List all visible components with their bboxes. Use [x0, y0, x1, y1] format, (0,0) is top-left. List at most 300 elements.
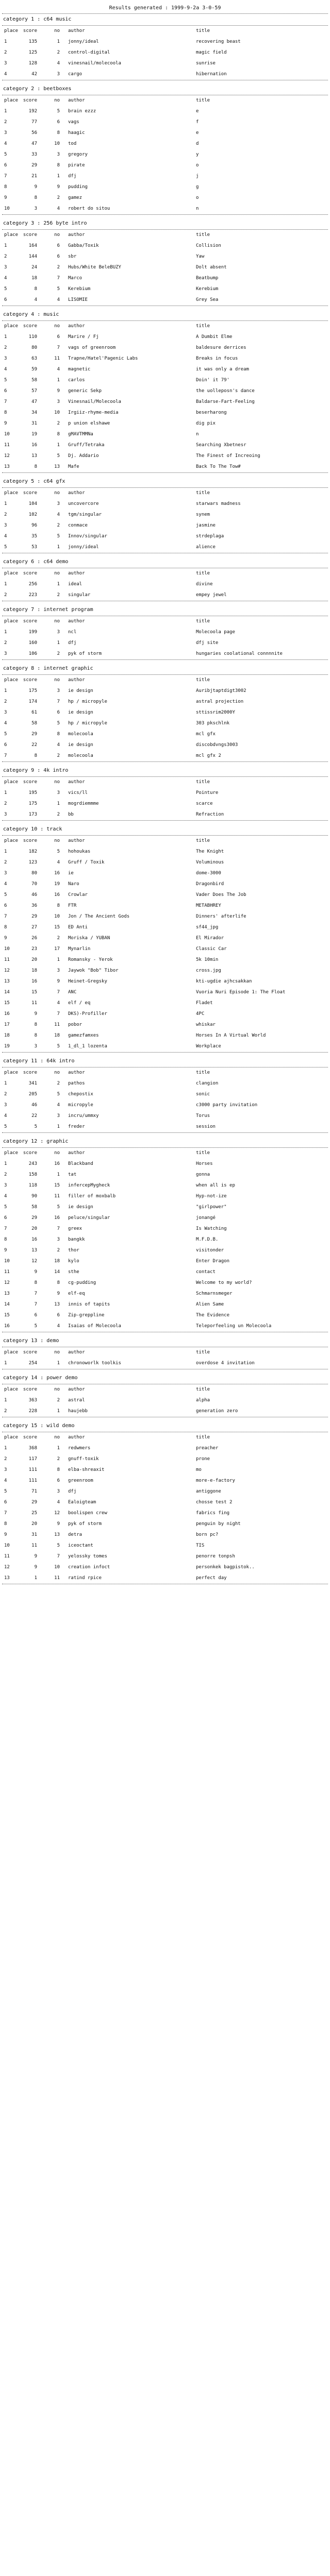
cell-author: Jaywok "Bob" Tibor — [68, 968, 119, 973]
column-header-author: author — [68, 571, 85, 576]
table-row — [0, 1245, 330, 1256]
cell-title: Auribjtaptdigt3002 — [196, 688, 246, 693]
cell-no: 16 — [54, 1161, 60, 1166]
cell-score: 58 — [31, 1205, 37, 1210]
cell-author: redwmers — [68, 1446, 91, 1451]
cell-score: 1 — [34, 1575, 37, 1581]
category-title: category 14 : power demo — [3, 1375, 78, 1381]
category-end-divider — [2, 472, 328, 473]
cell-no: 7 — [57, 1226, 60, 1231]
cell-author: ie — [68, 871, 74, 876]
cell-place: 10 — [4, 946, 10, 952]
table-row — [0, 729, 330, 740]
cell-title: penorre tonpsh — [196, 1554, 235, 1559]
cell-no: 17 — [54, 946, 60, 952]
column-header-place: place — [4, 1070, 19, 1075]
cell-author: detra — [68, 1532, 82, 1537]
column-header-title: title — [196, 98, 210, 103]
cell-score: 47 — [31, 399, 37, 404]
cell-no: 16 — [54, 892, 60, 897]
cell-title: fabrics fing — [196, 1511, 230, 1516]
cell-author: Trapne/Hatel'Pagenic Labs — [68, 356, 138, 361]
table-row — [0, 182, 330, 193]
cell-score: 254 — [28, 1361, 37, 1366]
cell-score: 77 — [31, 120, 37, 125]
cell-title: Workplace — [196, 1044, 221, 1049]
column-header-no: no — [54, 1070, 60, 1075]
cell-title: sonic — [196, 1092, 210, 1097]
cell-score: 22 — [31, 1113, 37, 1118]
cell-place: 8 — [4, 1237, 7, 1242]
cell-score: 228 — [28, 1409, 37, 1414]
table-header — [0, 1067, 330, 1078]
table-row — [0, 139, 330, 149]
cell-author: singular — [68, 592, 91, 598]
column-header-title: title — [196, 838, 210, 843]
cell-place: 5 — [4, 545, 7, 550]
table-row — [0, 440, 330, 451]
cell-no: 18 — [54, 1033, 60, 1038]
cell-place: 6 — [4, 903, 7, 908]
cell-no: 1 — [57, 640, 60, 646]
cell-place: 10 — [4, 432, 10, 437]
cell-score: 13 — [31, 1248, 37, 1253]
cell-no: 9 — [57, 1521, 60, 1527]
cell-title: mcl gfx 2 — [196, 753, 221, 758]
cell-title: chosse test 2 — [196, 1500, 233, 1505]
category-end-divider — [2, 214, 328, 215]
table-header — [0, 26, 330, 37]
cell-no: 16 — [54, 871, 60, 876]
cell-title: Dinners' afterlife — [196, 914, 246, 919]
cell-score: 20 — [31, 957, 37, 962]
cell-no: 1 — [57, 1172, 60, 1177]
cell-no: 4 — [57, 512, 60, 517]
cell-author: Dj. Addario — [68, 453, 99, 459]
cell-place: 9 — [4, 936, 7, 941]
cell-no: 8 — [57, 1467, 60, 1472]
cell-score: 57 — [31, 388, 37, 394]
cell-score: 18 — [31, 968, 37, 973]
table-row — [0, 740, 330, 751]
cell-author: incru/ummxy — [68, 1113, 99, 1118]
table-row — [0, 879, 330, 890]
cell-place: 2 — [4, 640, 7, 646]
cell-no: 3 — [57, 1489, 60, 1494]
cell-no: 1 — [57, 801, 60, 806]
table-row — [0, 1267, 330, 1278]
table-row — [0, 1122, 330, 1132]
cell-score: 7 — [34, 1302, 37, 1307]
cell-place: 3 — [4, 651, 7, 656]
cell-score: 15 — [31, 990, 37, 995]
cell-no: 16 — [54, 1215, 60, 1221]
cell-title: Hyp-not-ize — [196, 1194, 227, 1199]
cell-score: 205 — [28, 1092, 37, 1097]
cell-score: 123 — [28, 860, 37, 865]
cell-title: Vuoria Nuri Episode 1: The Float — [196, 990, 286, 995]
table-row — [0, 1289, 330, 1299]
cell-score: 8 — [34, 753, 37, 758]
cell-author: cg-pudding — [68, 1280, 96, 1285]
table-row — [0, 1234, 330, 1245]
cell-score: 125 — [28, 50, 37, 55]
category-title: category 1 : c64 music — [3, 16, 72, 22]
cell-no: 10 — [54, 141, 60, 146]
cell-score: 128 — [28, 61, 37, 66]
cell-no: 5 — [57, 1205, 60, 1210]
column-header-author: author — [68, 1435, 85, 1440]
column-header-score: score — [23, 232, 37, 238]
cell-author: conmace — [68, 523, 88, 528]
table-row — [0, 1224, 330, 1234]
cell-no: 2 — [57, 812, 60, 817]
table-row — [0, 1395, 330, 1406]
cell-score: 16 — [31, 979, 37, 984]
cell-place: 5 — [4, 1205, 7, 1210]
category-section — [0, 556, 330, 604]
cell-score: 31 — [31, 421, 37, 426]
column-header-title: title — [196, 619, 210, 624]
table-row — [0, 462, 330, 472]
table-row — [0, 1089, 330, 1100]
cell-title: clangion — [196, 1081, 219, 1086]
cell-score: 363 — [28, 1398, 37, 1403]
cell-no: 19 — [54, 882, 60, 887]
cell-author: magnetic — [68, 367, 91, 372]
cell-author: 1_dl_1 lozenta — [68, 1044, 107, 1049]
cell-score: 8 — [34, 1033, 37, 1038]
cell-no: 1 — [57, 443, 60, 448]
category-section — [0, 663, 330, 765]
cell-no: 4 — [57, 297, 60, 302]
cell-title: gonna — [196, 1172, 210, 1177]
cell-title: n — [196, 206, 199, 211]
cell-author: gamezfamxes — [68, 1033, 99, 1038]
table-row — [0, 1278, 330, 1289]
cell-author: ratind rpice — [68, 1575, 102, 1581]
column-header-place: place — [4, 28, 19, 33]
table-row — [0, 1299, 330, 1310]
cell-no: 4 — [57, 206, 60, 211]
cell-author: pobor — [68, 1022, 82, 1027]
cell-place: 9 — [4, 1532, 7, 1537]
table-row — [0, 128, 330, 139]
cell-place: 7 — [4, 1511, 7, 1516]
cell-no: 9 — [57, 979, 60, 984]
cell-score: 25 — [31, 1511, 37, 1516]
cell-title: antiggone — [196, 1489, 221, 1494]
cell-place: 4 — [4, 534, 7, 539]
cell-no: 14 — [54, 1269, 60, 1275]
cell-score: 174 — [28, 699, 37, 704]
cell-place: 3 — [4, 130, 7, 135]
cell-no: 1 — [57, 1361, 60, 1366]
cell-author: innis of tapits — [68, 1302, 110, 1307]
cell-title: synem — [196, 512, 210, 517]
cell-title: Pointure — [196, 790, 219, 795]
table-row — [0, 998, 330, 1009]
cell-no: 2 — [57, 523, 60, 528]
cell-place: 10 — [4, 206, 10, 211]
cell-place: 4 — [4, 1478, 7, 1483]
table-row — [0, 1202, 330, 1213]
cell-no: 6 — [57, 120, 60, 125]
cell-place: 4 — [4, 1113, 7, 1118]
column-header-place: place — [4, 571, 19, 576]
cell-place: 2 — [4, 1456, 7, 1462]
cell-no: 6 — [57, 243, 60, 248]
cell-author: Romansky - Yerok — [68, 957, 113, 962]
table-row — [0, 1256, 330, 1267]
column-header-title: title — [196, 232, 210, 238]
cell-place: 12 — [4, 968, 10, 973]
cell-author: pudding — [68, 184, 88, 190]
cell-score: 110 — [28, 334, 37, 340]
cell-author: carlos — [68, 378, 85, 383]
column-header-place: place — [4, 324, 19, 329]
cell-title: dig pix — [196, 421, 216, 426]
cell-score: 135 — [28, 39, 37, 44]
cell-score: 29 — [31, 1500, 37, 1505]
cell-title: mo — [196, 1467, 202, 1472]
table-row — [0, 1476, 330, 1486]
cell-no: 6 — [57, 334, 60, 340]
column-header-place: place — [4, 1435, 19, 1440]
cell-place: 6 — [4, 1215, 7, 1221]
cell-place: 13 — [4, 1575, 10, 1581]
cell-place: 14 — [4, 990, 10, 995]
cell-title: j — [196, 174, 199, 179]
cell-title: discobdvngs3003 — [196, 742, 238, 748]
cell-author: Marco — [68, 276, 82, 281]
column-header-score: score — [23, 490, 37, 496]
cell-title: Vader Does The Job — [196, 892, 246, 897]
cell-author: LISOMIE — [68, 297, 88, 302]
cell-score: 9 — [34, 184, 37, 190]
cell-author: ED Anti — [68, 925, 88, 930]
cell-score: 53 — [31, 545, 37, 550]
cell-title: when all is ep — [196, 1183, 235, 1188]
column-header-no: no — [54, 571, 60, 576]
cell-place: 3 — [4, 710, 7, 715]
table-row — [0, 1180, 330, 1191]
cell-score: 11 — [31, 1001, 37, 1006]
category-section — [0, 1136, 330, 1335]
cell-place: 2 — [4, 801, 7, 806]
table-row — [0, 686, 330, 697]
cell-score: 35 — [31, 534, 37, 539]
cell-author: robert do sitou — [68, 206, 110, 211]
cell-no: 1 — [57, 378, 60, 383]
column-header-score: score — [23, 619, 37, 624]
column-header-no: no — [54, 324, 60, 329]
cell-place: 5 — [4, 732, 7, 737]
cell-score: 118 — [28, 1183, 37, 1188]
cell-score: 20 — [31, 1521, 37, 1527]
table-row — [0, 751, 330, 761]
cell-title: whiskar — [196, 1022, 216, 1027]
cell-score: 3 — [34, 206, 37, 211]
cell-title: Enter Dragon — [196, 1259, 230, 1264]
cell-author: Crowlar — [68, 892, 88, 897]
cell-no: 5 — [57, 286, 60, 292]
cell-author: creation infoct — [68, 1565, 110, 1570]
table-row — [0, 58, 330, 69]
cell-title: y — [196, 152, 199, 157]
cell-no: 4 — [57, 61, 60, 66]
cell-title: Voluminous — [196, 860, 224, 865]
category-title: category 2 : beetboxes — [3, 86, 72, 92]
cell-no: 1 — [57, 1124, 60, 1129]
column-header-author: author — [68, 232, 85, 238]
cell-score: 8 — [34, 195, 37, 200]
cell-title: METABHREY — [196, 903, 221, 908]
cell-author: ideal — [68, 582, 82, 587]
cell-place: 8 — [4, 184, 7, 190]
cell-score: 199 — [28, 630, 37, 635]
table-row — [0, 284, 330, 295]
cell-no: 12 — [54, 1511, 60, 1516]
cell-title: o — [196, 163, 199, 168]
cell-place: 19 — [4, 1044, 10, 1049]
cell-title: Dolt absent — [196, 265, 227, 270]
column-header-author: author — [68, 1070, 85, 1075]
cell-place: 1 — [4, 688, 7, 693]
cell-place: 16 — [4, 1324, 10, 1329]
table-row — [0, 542, 330, 553]
column-header-score: score — [23, 98, 37, 103]
cell-no: 11 — [54, 1194, 60, 1199]
cell-author: control-digital — [68, 50, 110, 55]
cell-author: freder — [68, 1124, 85, 1129]
cell-title: Teleporfeeling un Molecoola — [196, 1324, 272, 1329]
cell-score: 160 — [28, 640, 37, 646]
table-row — [0, 649, 330, 659]
table-header — [0, 488, 330, 499]
cell-place: 8 — [4, 410, 7, 415]
column-header-place: place — [4, 619, 19, 624]
cell-place: 5 — [4, 152, 7, 157]
cell-place: 5 — [4, 1124, 7, 1129]
cell-no: 2 — [57, 1248, 60, 1253]
cell-author: Innov/singular — [68, 534, 107, 539]
category-section — [0, 824, 330, 1056]
cell-place: 3 — [4, 356, 7, 361]
cell-score: 256 — [28, 582, 37, 587]
cell-score: 71 — [31, 1489, 37, 1494]
cell-no: 13 — [54, 1302, 60, 1307]
cell-title: Torus — [196, 1113, 210, 1118]
cell-score: 24 — [31, 265, 37, 270]
cell-place: 1 — [4, 334, 7, 340]
cell-author: Zip-greppline — [68, 1313, 105, 1318]
table-row — [0, 799, 330, 809]
cell-title: sttissrim2000Y — [196, 710, 235, 715]
cell-no: 3 — [57, 968, 60, 973]
cell-author: dfj — [68, 640, 77, 646]
cell-score: 29 — [31, 163, 37, 168]
cell-author: hohoukas — [68, 849, 91, 854]
cell-title: dfj site — [196, 640, 219, 646]
cell-author: micropyle — [68, 1103, 93, 1108]
table-row — [0, 1443, 330, 1454]
cell-place: 6 — [4, 297, 7, 302]
cell-author: tgm/singular — [68, 512, 102, 517]
cell-score: 63 — [31, 356, 37, 361]
cell-title: astral projection — [196, 699, 244, 704]
cell-score: 6 — [34, 1313, 37, 1318]
cell-title: sunrise — [196, 61, 216, 66]
cell-title: TIS — [196, 1543, 205, 1548]
cell-title: Grey Sea — [196, 297, 219, 302]
cell-title: Alien Same — [196, 1302, 224, 1307]
table-row — [0, 69, 330, 80]
cell-title: jasmine — [196, 523, 216, 528]
category-end-divider — [2, 761, 328, 762]
cell-place: 2 — [4, 254, 7, 259]
cell-title: contact — [196, 1269, 216, 1275]
cell-title: it was only a dream — [196, 367, 249, 372]
cell-score: 3 — [34, 1044, 37, 1049]
cell-author: jonny/ideal — [68, 545, 99, 550]
cell-score: 33 — [31, 152, 37, 157]
cell-title: 4PC — [196, 1011, 205, 1016]
cell-no: 2 — [57, 421, 60, 426]
cell-place: 10 — [4, 1259, 10, 1264]
cell-author: haagic — [68, 130, 85, 135]
table-row — [0, 262, 330, 273]
table-row — [0, 1078, 330, 1089]
table-row — [0, 868, 330, 879]
cell-place: 7 — [4, 753, 7, 758]
cell-score: 21 — [31, 174, 37, 179]
cell-place: 2 — [4, 1092, 7, 1097]
cell-score: 31 — [31, 1532, 37, 1537]
column-header-place: place — [4, 1350, 19, 1355]
cell-place: 4 — [4, 72, 7, 77]
column-header-score: score — [23, 1387, 37, 1392]
category-title: category 13 : demo — [3, 1338, 59, 1344]
cell-no: 8 — [57, 130, 60, 135]
cell-place: 14 — [4, 1302, 10, 1307]
cell-no: 5 — [57, 1092, 60, 1097]
cell-place: 13 — [4, 979, 10, 984]
cell-place: 7 — [4, 914, 7, 919]
table-row — [0, 160, 330, 171]
cell-author: greenroom — [68, 1478, 93, 1483]
table-row — [0, 499, 330, 510]
cell-no: 3 — [57, 688, 60, 693]
column-header-score: score — [23, 677, 37, 683]
cell-title: generation zero — [196, 1409, 238, 1414]
cell-author: generic Sekp — [68, 388, 102, 394]
categories-list — [0, 14, 330, 1587]
cell-title: d — [196, 141, 199, 146]
cell-score: 164 — [28, 243, 37, 248]
cell-no: 4 — [57, 1103, 60, 1108]
cell-author: Gabba/Toxik — [68, 243, 99, 248]
column-header-no: no — [54, 1150, 60, 1156]
cell-author: vics/ll — [68, 790, 88, 795]
category-title: category 7 : internet program — [3, 607, 93, 613]
cell-no: 2 — [57, 195, 60, 200]
column-header-title: title — [196, 324, 210, 329]
cell-score: 29 — [31, 1215, 37, 1221]
cell-title: The Finest of Increoing — [196, 453, 260, 459]
cell-author: Mynarlin — [68, 946, 91, 952]
cell-no: 1 — [57, 545, 60, 550]
